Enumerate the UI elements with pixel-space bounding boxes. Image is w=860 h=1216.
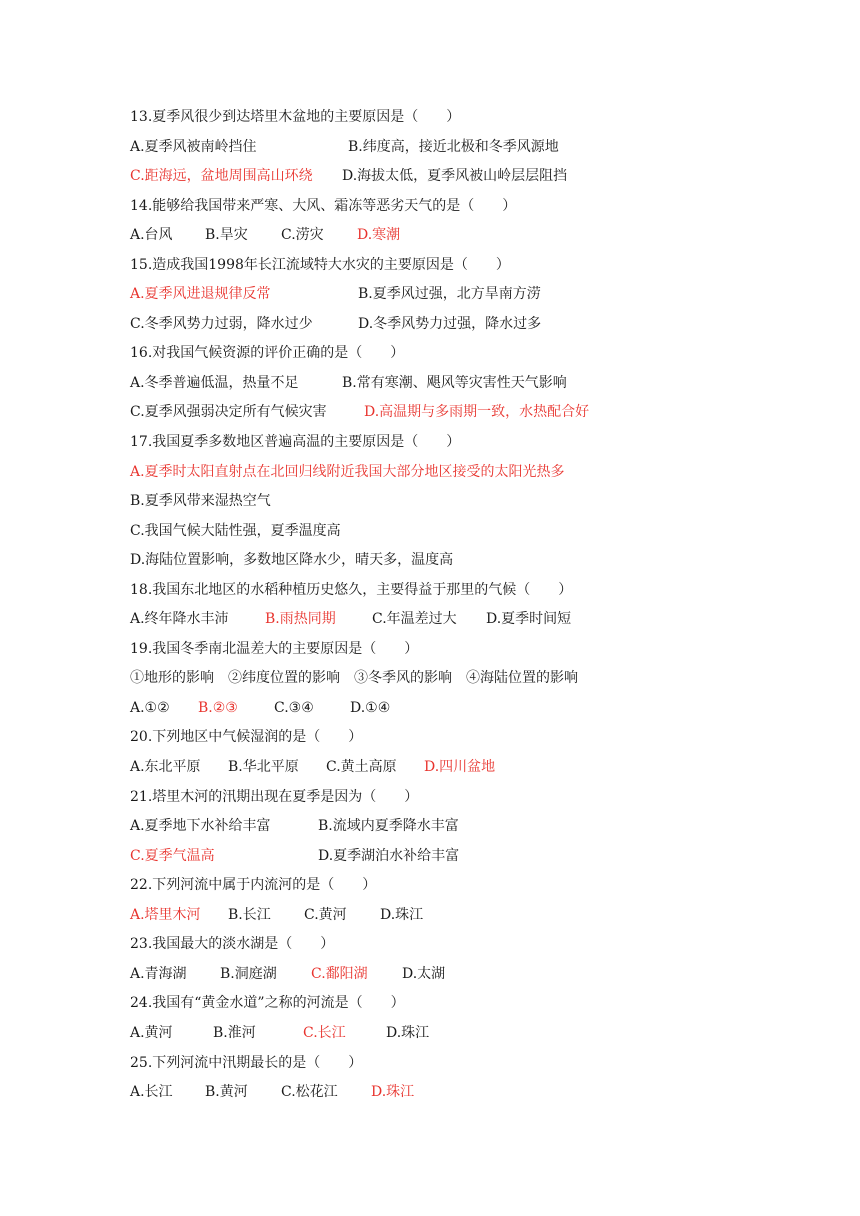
answer-option-correct: C.距海远，盆地周围高山环绕: [130, 168, 313, 185]
option-row: [130, 1019, 830, 1049]
option-row: [130, 546, 830, 576]
answer-option: A.冬季普遍低温，热量不足: [130, 374, 299, 391]
answer-option-correct: D.珠江: [371, 1084, 415, 1101]
answer-option: D.①④: [350, 699, 391, 716]
option-row: [130, 1078, 830, 1108]
answer-option: B.常有寒潮、飓风等灾害性天气影响: [342, 374, 567, 391]
answer-option: C.黄土高原: [326, 759, 397, 776]
answer-option: A.夏季地下水补给丰富: [130, 818, 271, 835]
option-row: [130, 694, 830, 724]
answer-option: D.冬季风势力过强，降水过多: [358, 315, 542, 332]
question-stem: 24.我国有“黄金水道”之称的河流是（ ）: [130, 995, 405, 1012]
question-stem: 23.我国最大的淡水湖是（ ）: [130, 936, 335, 953]
answer-option: D.太湖: [402, 965, 446, 982]
answer-option: B.长江: [228, 906, 271, 923]
answer-option: ①地形的影响 ②纬度位置的影响 ③冬季风的影响 ④海陆位置的影响: [130, 670, 578, 687]
option-row: [130, 753, 830, 783]
question-stem: 17.我国夏季多数地区普遍高温的主要原因是（ ）: [130, 434, 461, 451]
question-stem: 14.能够给我国带来严寒、大风、霜冻等恶劣天气的是（ ）: [130, 197, 517, 214]
answer-option: B.黄河: [205, 1084, 248, 1101]
answer-option: B.夏季风带来湿热空气: [130, 493, 271, 510]
option-row: [130, 221, 830, 251]
option-row: [130, 812, 830, 842]
answer-option: B.旱灾: [205, 227, 248, 244]
option-row: [130, 517, 830, 547]
answer-option-correct: A.塔里木河: [130, 906, 201, 923]
answer-option-correct: C.长江: [303, 1024, 346, 1041]
answer-option: D.珠江: [386, 1024, 430, 1041]
question-stem: 16.对我国气候资源的评价正确的是（ ）: [130, 345, 405, 362]
answer-option-correct: D.四川盆地: [424, 759, 496, 776]
option-row: [130, 664, 830, 694]
question-stem: 22.下列河流中属于内流河的是（ ）: [130, 877, 377, 894]
answer-option: D.夏季湖泊水补给丰富: [318, 847, 460, 864]
answer-option: A.终年降水丰沛: [130, 611, 229, 628]
option-row: [130, 960, 830, 990]
question-stem: 21.塔里木河的汛期出现在夏季是因为（ ）: [130, 788, 419, 805]
option-row: [130, 162, 830, 192]
answer-option: A.东北平原: [130, 759, 201, 776]
answer-option: C.夏季风强弱决定所有气候灾害: [130, 404, 327, 421]
answer-option-correct: D.高温期与多雨期一致，水热配合好: [364, 404, 590, 421]
answer-option: A.黄河: [130, 1024, 173, 1041]
answer-option-correct: D.寒潮: [357, 227, 401, 244]
answer-option: C.涝灾: [281, 227, 324, 244]
answer-option: B.流域内夏季降水丰富: [318, 818, 459, 835]
question-stem: 18.我国东北地区的水稻种植历史悠久，主要得益于那里的气候（ ）: [130, 581, 573, 598]
answer-option-correct: A.夏季时太阳直射点在北回归线附近我国大部分地区接受的太阳光热多: [130, 463, 565, 480]
answer-option: A.①②: [130, 699, 170, 716]
answer-option: A.青海湖: [130, 965, 187, 982]
answer-option: D.海拔太低，夏季风被山岭层层阻挡: [342, 168, 568, 185]
answer-option: C.冬季风势力过弱，降水过少: [130, 315, 313, 332]
option-row: [130, 901, 830, 931]
answer-option: D.海陆位置影响，多数地区降水少，晴天多，温度高: [130, 552, 454, 569]
option-row: [130, 280, 830, 310]
question-stem: 19.我国冬季南北温差大的主要原因是（ ）: [130, 640, 419, 657]
option-row: [130, 310, 830, 340]
option-row: [130, 369, 830, 399]
answer-option: A.长江: [130, 1084, 173, 1101]
answer-option: C.我国气候大陆性强，夏季温度高: [130, 522, 341, 539]
answer-option-correct: B.雨热同期: [265, 611, 336, 628]
answer-option: C.年温差过大: [372, 611, 457, 628]
question-stem: 13.夏季风很少到达塔里木盆地的主要原因是（ ）: [130, 109, 461, 125]
option-row: [130, 133, 830, 163]
question-stem: 15.造成我国1998年长江流域特大水灾的主要原因是（ ）: [130, 256, 510, 273]
answer-option: C.松花江: [281, 1084, 338, 1101]
answer-option: C.黄河: [304, 906, 347, 923]
answer-option-correct: C.夏季气温高: [130, 847, 215, 864]
option-row: [130, 458, 830, 488]
answer-option: C.③④: [274, 699, 314, 716]
option-row: [130, 842, 830, 872]
answer-option-correct: A.夏季风进退规律反常: [130, 286, 271, 303]
question-stem: 20.下列地区中气候湿润的是（ ）: [130, 729, 363, 746]
answer-option: B.洞庭湖: [220, 965, 277, 982]
option-row: [130, 605, 830, 635]
answer-option-correct: C.鄱阳湖: [311, 965, 368, 982]
answer-option: B.华北平原: [228, 759, 299, 776]
option-row: [130, 487, 830, 517]
answer-option: A.夏季风被南岭挡住: [130, 138, 257, 155]
answer-option: B.纬度高，接近北极和冬季风源地: [348, 138, 559, 155]
question-stem: 25.下列河流中汛期最长的是（ ）: [130, 1054, 363, 1071]
answer-option: B.淮河: [213, 1024, 256, 1041]
answer-option: A.台风: [130, 227, 173, 244]
answer-option-correct: B.②③: [198, 699, 238, 716]
answer-option: D.珠江: [380, 906, 424, 923]
answer-option: D.夏季时间短: [486, 611, 572, 628]
answer-option: B.夏季风过强，北方旱南方涝: [358, 286, 541, 303]
question-list: [130, 103, 830, 1108]
option-row: [130, 398, 830, 428]
